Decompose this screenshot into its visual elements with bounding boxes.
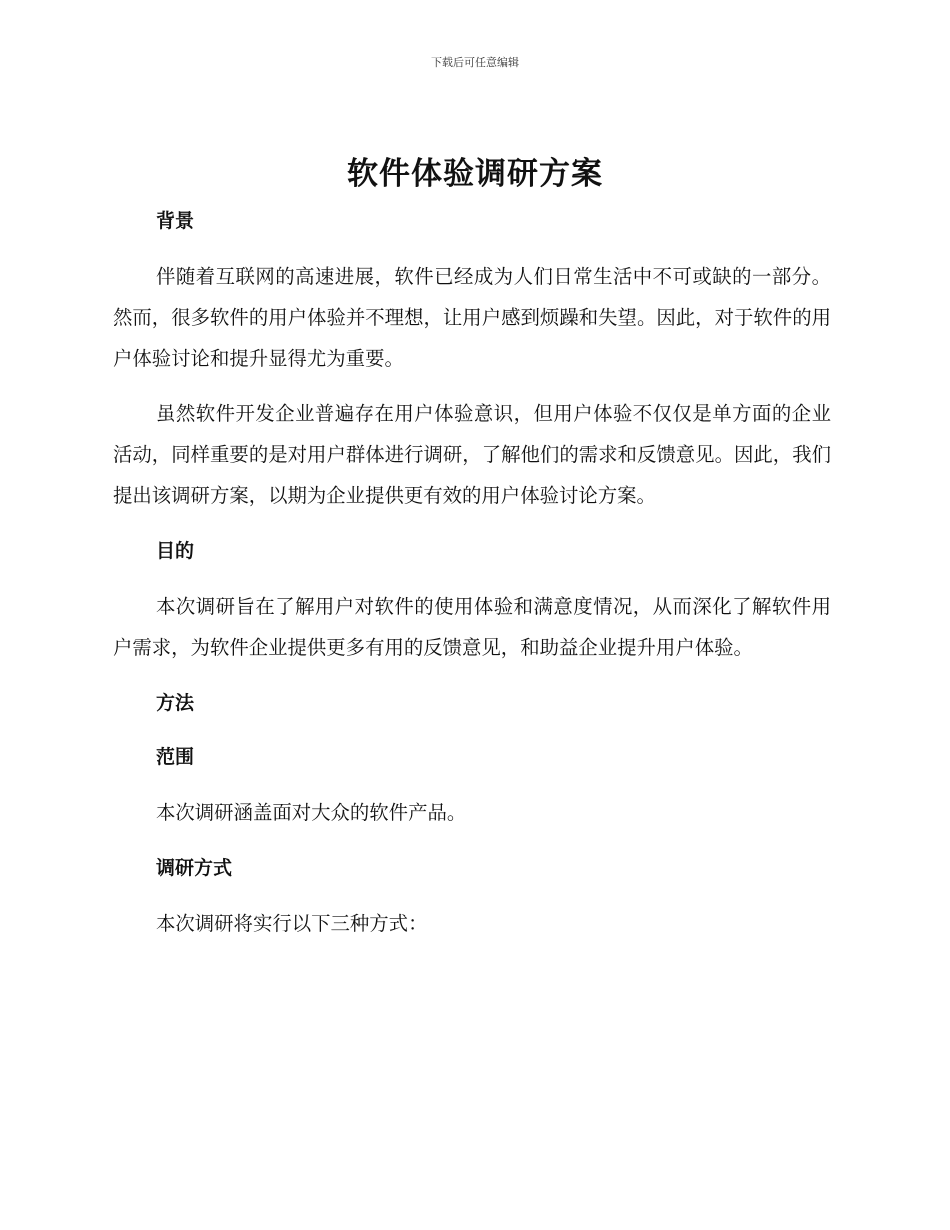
- paragraph-aim-1: 本次调研旨在了解用户对软件的使用体验和满意度情况，从而深化了解软件用户需求，为软件企业提供更多有用的反馈意见，和助益企业提升用户体验。: [113, 595, 831, 659]
- document-body: [113, 200, 831, 958]
- paragraph-mode-1: 本次调研将实行以下三种方式：: [156, 912, 428, 935]
- paragraph-scope-1: 本次调研涵盖面对大众的软件产品。: [156, 801, 467, 824]
- section-heading-background: 背景: [156, 210, 195, 232]
- section-heading-aim: 目的: [156, 540, 195, 562]
- document-title: 软件体验调研方案: [347, 156, 603, 192]
- paragraph-background-2: 虽然软件开发企业普遍存在用户体验意识，但用户体验不仅仅是单方面的企业活动，同样重要的是对用户群体进行调研，了解他们的需求和反馈意见。因此，我们提出该调研方案，以期为企业提供更有效的用户体验讨论方案。: [113, 402, 831, 507]
- paragraph-background-1: 伴随着互联网的高速进展，软件已经成为人们日常生活中不可或缺的一部分。然而，很多软件的用户体验并不理想，让用户感到烦躁和失望。因此，对于软件的用户体验讨论和提升显得尤为重要。: [113, 265, 831, 370]
- section-heading-scope: 范围: [156, 746, 195, 768]
- page-header-note: 下载后可任意编辑: [431, 56, 519, 69]
- section-heading-mode: 调研方式: [156, 857, 233, 879]
- section-heading-method: 方法: [156, 692, 195, 714]
